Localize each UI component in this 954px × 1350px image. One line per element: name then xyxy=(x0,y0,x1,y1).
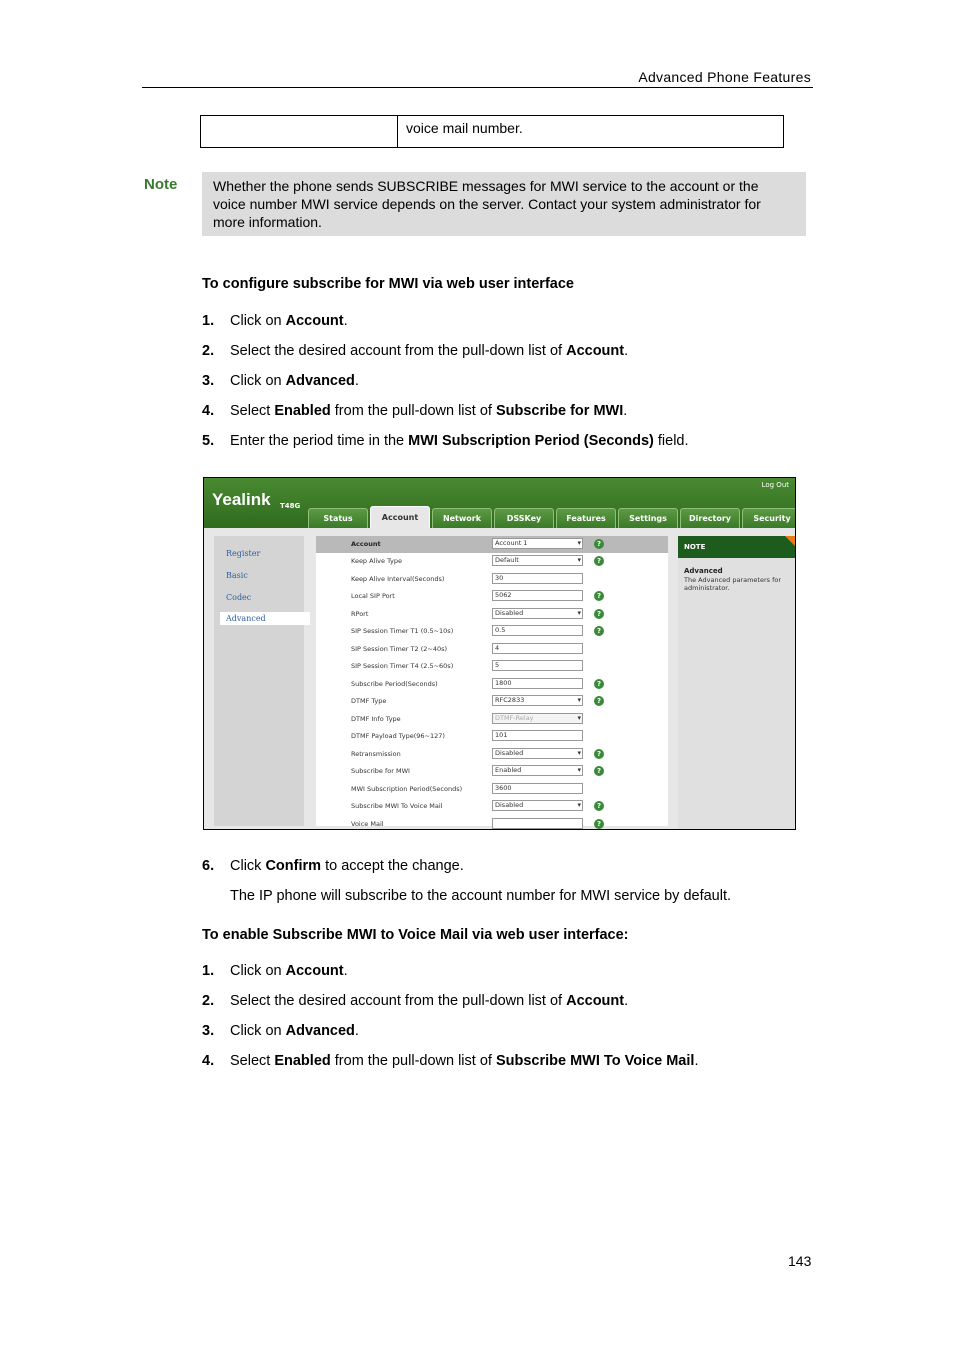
subscribe-period-input[interactable]: 1800 xyxy=(492,678,583,689)
account-label: Account xyxy=(351,540,381,548)
field-label: Subscribe for MWI xyxy=(351,767,410,775)
field-label: SIP Session Timer T1 (0.5~10s) xyxy=(351,627,454,635)
model-label: T48G xyxy=(280,502,301,510)
table-cell-right: voice mail number. xyxy=(406,120,523,136)
field-label: Subscribe Period(Seconds) xyxy=(351,680,438,688)
note-line: more information. xyxy=(213,214,322,230)
note-panel xyxy=(678,536,795,830)
help-icon[interactable]: ? xyxy=(594,749,604,759)
note-panel-text: The Advanced parameters for administrator. xyxy=(684,576,782,592)
mwi-period-input[interactable]: 3600 xyxy=(492,783,583,794)
step-4: 4. Select Enabled from the pull-down list of Subscribe MWI To Voice Mail. xyxy=(202,1053,699,1069)
tab-network[interactable]: Network xyxy=(432,508,492,528)
tab-settings[interactable]: Settings xyxy=(618,508,678,528)
help-icon[interactable]: ? xyxy=(594,626,604,636)
field-label: SIP Session Timer T2 (2~40s) xyxy=(351,645,448,653)
form-row xyxy=(316,641,668,658)
note-panel-title: Advanced xyxy=(684,567,723,575)
logout-link[interactable]: Log Out xyxy=(761,481,789,489)
form-row xyxy=(316,711,668,728)
step-1: 1. Click on Account. xyxy=(202,313,348,329)
field-label: Local SIP Port xyxy=(351,592,395,600)
table-cell-left xyxy=(201,116,398,147)
nav-basic[interactable]: Basic xyxy=(226,571,248,580)
form-row xyxy=(316,798,668,815)
step-5: 5. Enter the period time in the MWI Subscription Period (Seconds) field. xyxy=(202,433,689,449)
dtmf-payload-input[interactable]: 101 xyxy=(492,730,583,741)
step-6: 6. Click Confirm to accept the change. xyxy=(202,858,464,874)
field-label: Subscribe MWI To Voice Mail xyxy=(351,802,443,810)
field-label: MWI Subscription Period(Seconds) xyxy=(351,785,463,793)
note-line: voice number MWI service depends on the server. Contact your system administrator for xyxy=(213,196,761,212)
field-label: Retransmission xyxy=(351,750,401,758)
section1-heading: To configure subscribe for MWI via web user interface xyxy=(202,276,574,292)
note-label: Note xyxy=(144,176,178,193)
field-label: Keep Alive Type xyxy=(351,557,403,565)
rport-select[interactable]: Disabled ▾ xyxy=(492,608,583,619)
form-row xyxy=(316,746,668,763)
form-row xyxy=(316,658,668,675)
form-row xyxy=(316,676,668,693)
step-2: 2. Select the desired account from the pull-down list of Account. xyxy=(202,343,629,359)
note-panel-head: NOTE xyxy=(678,536,795,558)
running-header xyxy=(142,68,813,88)
local-sip-port-input[interactable]: 5062 xyxy=(492,590,583,601)
field-label: DTMF Info Type xyxy=(351,715,401,723)
field-label: RPort xyxy=(351,610,369,618)
nav-advanced[interactable]: Advanced xyxy=(220,612,310,625)
account-select[interactable]: Account 1 ▾ xyxy=(492,538,583,549)
left-nav xyxy=(214,536,304,826)
form-row xyxy=(316,588,668,605)
tab-directory[interactable]: Directory xyxy=(680,508,740,528)
running-title: Advanced Phone Features xyxy=(638,69,811,85)
field-label: Voice Mail xyxy=(351,820,384,828)
tab-dsskey[interactable]: DSSKey xyxy=(494,508,554,528)
keep-alive-type-select[interactable]: Default ▾ xyxy=(492,555,583,566)
form-row xyxy=(316,781,668,798)
section2-heading: To enable Subscribe MWI to Voice Mail via web user interface: xyxy=(202,927,629,943)
help-icon[interactable]: ? xyxy=(594,766,604,776)
field-label: SIP Session Timer T4 (2.5~60s) xyxy=(351,662,454,670)
sip-timer-t4-input[interactable]: 5 xyxy=(492,660,583,671)
help-icon[interactable]: ? xyxy=(594,556,604,566)
step-3: 3. Click on Advanced. xyxy=(202,373,359,389)
form-row xyxy=(316,763,668,780)
subscribe-mwi-voicemail-select[interactable]: Disabled ▾ xyxy=(492,800,583,811)
field-label: DTMF Type xyxy=(351,697,387,705)
keep-alive-interval-input[interactable]: 30 xyxy=(492,573,583,584)
sip-timer-t2-input[interactable]: 4 xyxy=(492,643,583,654)
help-icon[interactable]: ? xyxy=(594,801,604,811)
tab-account[interactable]: Account xyxy=(370,506,430,528)
form-row xyxy=(316,816,668,830)
nav-codec[interactable]: Codec xyxy=(226,593,252,602)
step-6-note: The IP phone will subscribe to the account number for MWI service by default. xyxy=(230,888,732,904)
help-icon[interactable]: ? xyxy=(594,819,604,829)
web-ui-screenshot xyxy=(203,477,796,830)
yealink-logo: Yealink xyxy=(212,490,271,509)
settings-form xyxy=(316,536,668,826)
help-icon[interactable]: ? xyxy=(594,609,604,619)
tab-status[interactable]: Status xyxy=(308,508,368,528)
form-row xyxy=(316,553,668,570)
subscribe-mwi-select[interactable]: Enabled ▾ xyxy=(492,765,583,776)
step-4: 4. Select Enabled from the pull-down list of Subscribe for MWI. xyxy=(202,403,628,419)
help-icon[interactable]: ? xyxy=(594,696,604,706)
voice-mail-input[interactable] xyxy=(492,818,583,829)
form-row xyxy=(316,693,668,710)
nav-register[interactable]: Register xyxy=(226,549,261,558)
tab-bar xyxy=(308,506,796,528)
retransmission-select[interactable]: Disabled ▾ xyxy=(492,748,583,759)
help-icon[interactable]: ? xyxy=(594,539,604,549)
form-row xyxy=(316,728,668,745)
page-number: 143 xyxy=(788,1253,812,1269)
tab-features[interactable]: Features xyxy=(556,508,616,528)
step-1: 1. Click on Account. xyxy=(202,963,348,979)
dtmf-info-type-select: DTMF-Relay ▾ xyxy=(492,713,583,724)
help-icon[interactable]: ? xyxy=(594,591,604,601)
help-icon[interactable]: ? xyxy=(594,679,604,689)
field-label: DTMF Payload Type(96~127) xyxy=(351,732,445,740)
step-3: 3. Click on Advanced. xyxy=(202,1023,359,1039)
account-row xyxy=(316,536,668,553)
form-row xyxy=(316,623,668,640)
tab-security[interactable]: Security xyxy=(742,508,796,528)
table-fragment xyxy=(200,115,784,148)
form-row xyxy=(316,571,668,588)
web-ui-header xyxy=(204,478,795,528)
field-label: Keep Alive Interval(Seconds) xyxy=(351,575,445,583)
note-line: Whether the phone sends SUBSCRIBE messages for MWI service to the account or the xyxy=(213,178,759,194)
note-box xyxy=(202,172,806,236)
dtmf-type-select[interactable]: RFC2833 ▾ xyxy=(492,695,583,706)
sip-timer-t1-input[interactable]: 0.5 xyxy=(492,625,583,636)
form-row xyxy=(316,606,668,623)
step-2: 2. Select the desired account from the pull-down list of Account. xyxy=(202,993,629,1009)
